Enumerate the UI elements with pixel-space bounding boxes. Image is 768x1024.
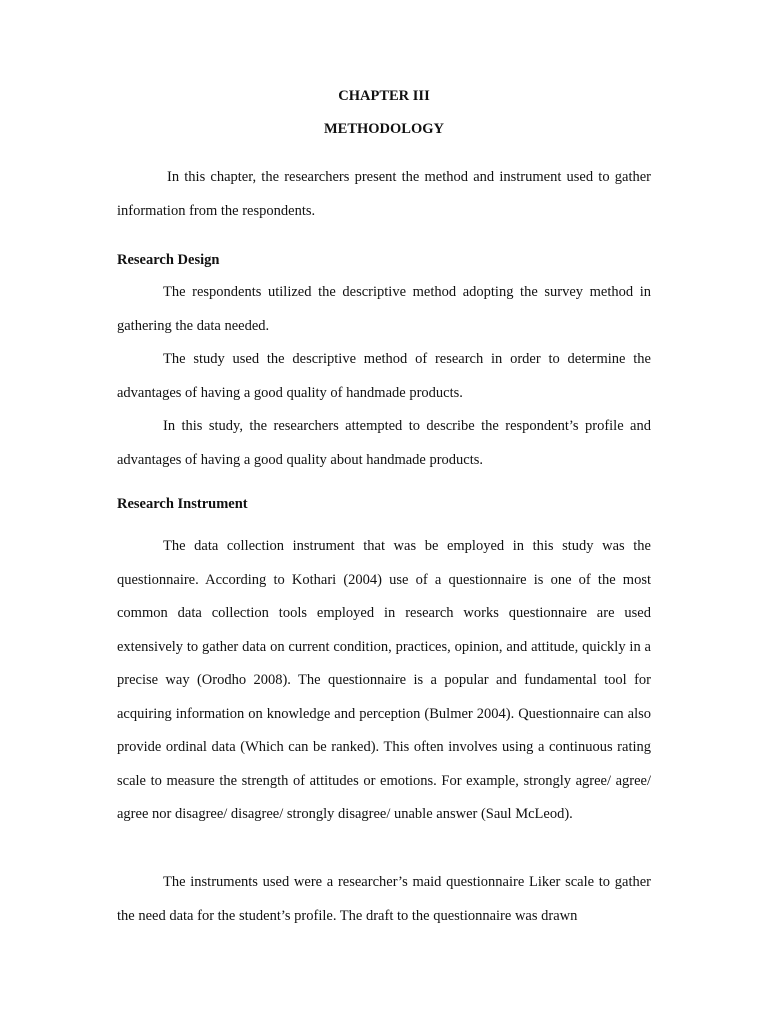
chapter-title: CHAPTER III: [338, 88, 430, 104]
paragraph-design-2: The study used the descriptive method of research in order to determine the advantages of having a good quality of handmade products.: [117, 351, 651, 401]
section-heading-research-design: Research Design: [117, 252, 220, 268]
paragraph-design-3: In this study, the researchers attempted to describe the respondent’s profile and advantages of having a good quality about handmade products.: [117, 418, 651, 468]
section-heading-research-instrument: Research Instrument: [117, 496, 248, 512]
paragraph-design-1: The respondents utilized the descriptive method adopting the survey method in gathering the data needed.: [117, 284, 651, 334]
paragraph-instrument-1: The data collection instrument that was be employed in this study was the questionnaire. According to Kothari (2004) use of a questionnaire is one of the most common data collection tools employed in research works questionnaire are used extensively to gather data on current condition, practices, opinion, and attitude, quickly in a precise way (Orodho 2008). The questionnaire is a popular and fundamental tool for acquiring information on knowledge and perception (Bulmer 2004). Questionnaire can also provide ordinal data (Which can be ranked). This often involves using a continuous rating scale to measure the strength of attitudes or emotions. For example, strongly agree/ agree/ agree nor disagree/ disagree/ strongly disagree/ unable answer (Saul McLeod).: [117, 538, 651, 822]
paragraph-instrument-2: The instruments used were a researcher’s maid questionnaire Liker scale to gather the need data for the student’s profile. The draft to the questionnaire was drawn: [117, 874, 651, 924]
intro-paragraph: In this chapter, the researchers present the method and instrument used to gather information from the respondents.: [117, 169, 651, 219]
chapter-subtitle: METHODOLOGY: [323, 121, 445, 137]
